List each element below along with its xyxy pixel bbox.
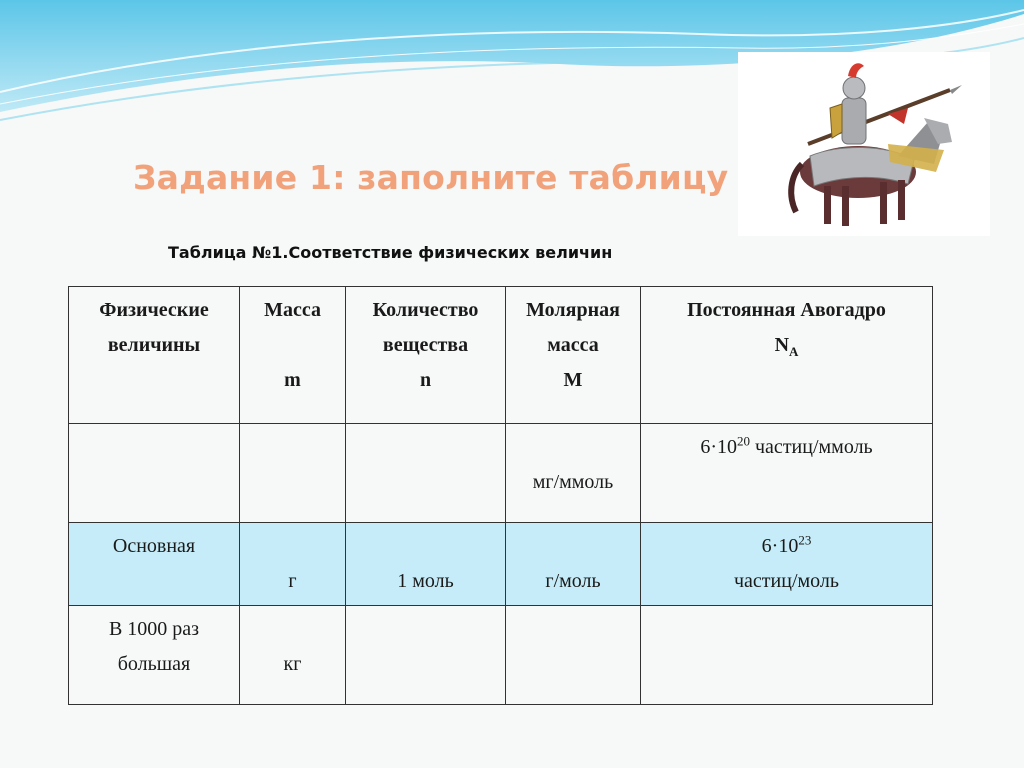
physical-quantities-table: [68, 286, 933, 705]
row1-amount: [346, 424, 506, 523]
header-avogadro-constant: Постоянная Авогадро $N_A$: [641, 287, 933, 424]
row2-molar-mass: г/моль: [506, 523, 641, 606]
row2-name: Основная: [69, 523, 240, 606]
avogadro-symbol: $N_A$: [774, 334, 799, 359]
jousting-knight-icon: [738, 52, 990, 236]
row3-avogadro: [641, 606, 933, 705]
row2-mass: г: [240, 523, 346, 606]
header-molar-mass: Молярная масса M: [506, 287, 641, 424]
row3-amount: [346, 606, 506, 705]
row3-molar-mass: [506, 606, 641, 705]
row1-mass: [240, 424, 346, 523]
row2-avogadro: $6\cdot 10^{23}$ частиц/моль: [641, 523, 933, 606]
slide-title: Задание 1: заполните таблицу: [133, 158, 729, 197]
table-row: [69, 424, 933, 523]
header-mass: Масса m: [240, 287, 346, 424]
knight-illustration: [738, 52, 990, 236]
table-caption: Таблица №1.Соответствие физических величин: [168, 243, 613, 262]
row3-mass: кг: [240, 606, 346, 705]
header-physical-quantities: Физические величины: [69, 287, 240, 424]
row1-avogadro: $6\cdot 10^{20}$ частиц/ммоль: [641, 424, 933, 523]
table-header-row: [69, 287, 933, 424]
row1-name: [69, 424, 240, 523]
row1-molar-mass: мг/ммоль: [506, 424, 641, 523]
row2-amount: 1 моль: [346, 523, 506, 606]
table-row: [69, 523, 933, 606]
row3-name: В 1000 раз большая: [69, 606, 240, 705]
table-row: [69, 606, 933, 705]
header-amount-of-substance: Количество вещества n: [346, 287, 506, 424]
